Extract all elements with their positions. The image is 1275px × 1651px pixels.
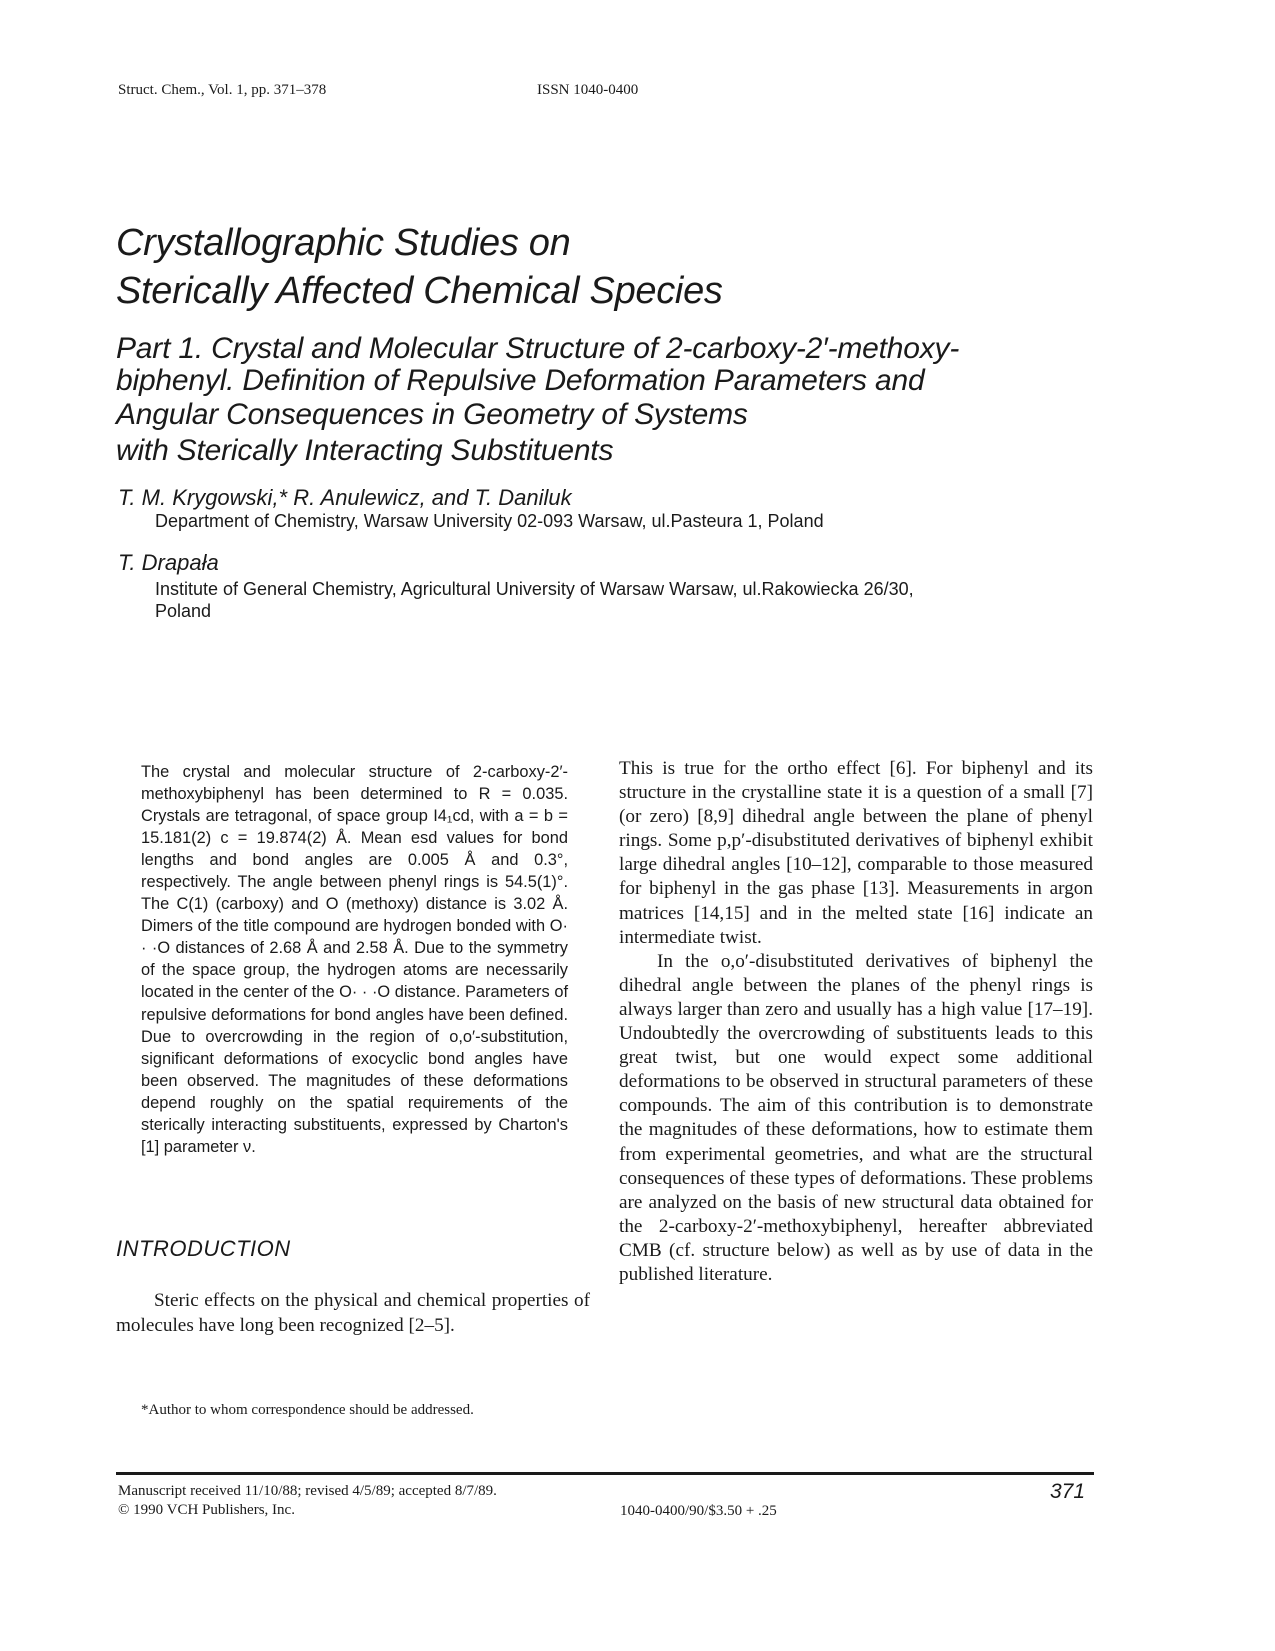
- right-column: [619, 757, 1093, 1287]
- footer-rule: [116, 1472, 1094, 1475]
- issn: ISSN 1040-0400: [537, 82, 639, 98]
- page-number: 371: [1050, 1480, 1086, 1503]
- introduction-paragraph-2: This is true for the ortho effect [6]. For biphenyl and its structure in the crystalline state it is a question of a small [7] (or zero) [8,9] dihedral angle between the plane of phenyl rings. Some p,p′-disubstituted derivatives of biphenyl exhibit large dihedral angles [10–12], comparable to those measured for biphenyl in the gas phase [13]. Measurements in argon matrices [14,15] and in the melted state [16] indicate an intermediate twist.: [619, 758, 1093, 948]
- subtitle-line-1: Part 1. Crystal and Molecular Structure of 2-carboxy-2′-methoxy-: [116, 332, 960, 365]
- affiliation-2-line-1: Institute of General Chemistry, Agricultural University of Warsaw Warsaw, ul.Rakowiecka 26/30,: [155, 579, 914, 599]
- introduction-paragraph-3: In the o,o′-disubstituted derivatives of biphenyl the dihedral angle between the planes of the phenyl rings is always larger than zero and usually has a high value [17–19]. Undoubtedly the overcrowding of substituents leads to this great twist, but one would expect some additional deformations to be observed in structural parameters of these compounds. The aim of this contribution is to demonstrate the magnitudes of these deformations, how to estimate them from experimental geometries, and what are the structural consequences of these types of deformations. These problems are analyzed on the basis of new structural data obtained for the 2-carboxy-2′-methoxybiphenyl, hereafter abbreviated CMB (cf. structure below) as well as by use of data in the published literature.: [619, 950, 1093, 1285]
- affiliation-1: Department of Chemistry, Warsaw University 02-093 Warsaw, ul.Pasteura 1, Poland: [155, 511, 824, 531]
- price-code: 1040-0400/90/$3.50 + .25: [620, 1503, 777, 1519]
- manuscript-dates: Manuscript received 11/10/88; revised 4/5/89; accepted 8/7/89.: [118, 1483, 497, 1499]
- subtitle-line-3: Angular Consequences in Geometry of Systems: [116, 398, 748, 431]
- section-heading-introduction: INTRODUCTION: [116, 1236, 291, 1261]
- author-footnote: *Author to whom correspondence should be addressed.: [141, 1402, 474, 1418]
- copyright: © 1990 VCH Publishers, Inc.: [118, 1502, 295, 1518]
- author-group-1: T. M. Krygowski,* R. Anulewicz, and T. Daniluk: [118, 485, 572, 510]
- introduction-paragraph-1: Steric effects on the physical and chemical properties of molecules have long been recognized [2–5].: [116, 1290, 590, 1336]
- title-line-1: Crystallographic Studies on: [116, 222, 571, 264]
- subtitle-line-4: with Sterically Interacting Substituents: [116, 434, 614, 467]
- author-group-2: T. Drapała: [118, 550, 219, 575]
- abstract: The crystal and molecular structure of 2-carboxy-2′-methoxybiphenyl has been determined to R = 0.035. Crystals are tetragonal, of space group I4₁cd, with a = b = 15.181(2) c = 19.874(2) Å. Mean esd values for bond lengths and bond angles are 0.005 Å and 0.3°, respectively. The angle between phenyl rings is 54.5(1)°. The C(1) (carboxy) and O (methoxy) distance is 3.02 Å. Dimers of the title compound are hydrogen bonded with O· · ·O distances of 2.68 Å and 2.58 Å. Due to the symmetry of the space group, the hydrogen atoms are necessarily located in the center of the O· · ·O distance. Parameters of repulsive deformations for bond angles have been defined. Due to overcrowding in the region of o,o′-substitution, significant deformations of exocyclic bond angles have been observed. The magnitudes of these deformations depend roughly on the spatial requirements of the sterically interacting substituents, expressed by Charton's [1] parameter ν.: [141, 763, 568, 1156]
- title-line-2: Sterically Affected Chemical Species: [116, 270, 723, 312]
- journal-citation: Struct. Chem., Vol. 1, pp. 371–378: [118, 82, 327, 98]
- subtitle-line-2: biphenyl. Definition of Repulsive Deformation Parameters and: [116, 364, 925, 397]
- affiliation-2-line-2: Poland: [155, 601, 212, 621]
